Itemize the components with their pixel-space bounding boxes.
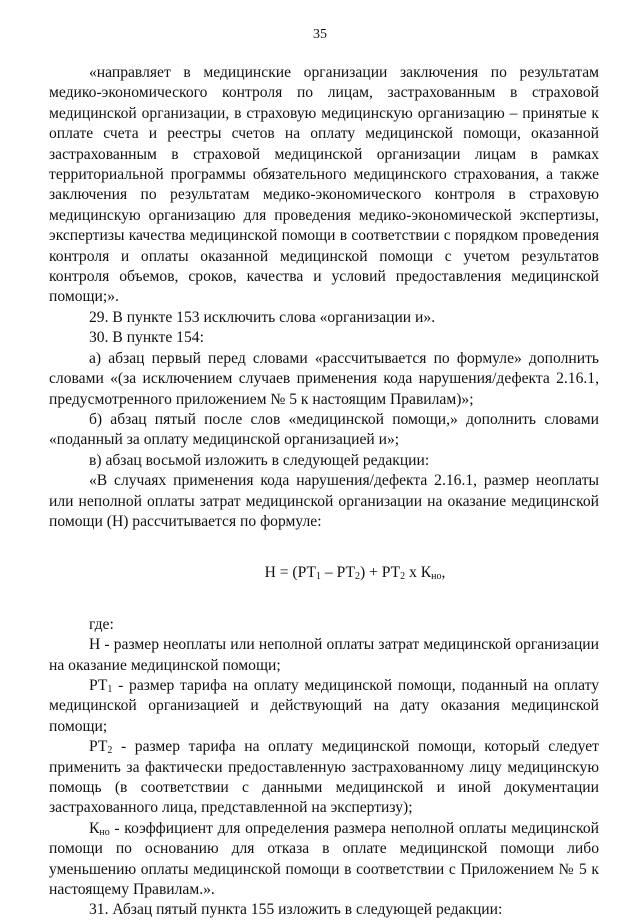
formula-plus: ) + РТ (359, 564, 401, 582)
symbol-sub: но (99, 826, 110, 838)
definition-rt1 (49, 676, 599, 737)
paragraph-new-wording: «В случаях применения кода нарушения/дефекта 2.16.1, размер неоплаты или неполной оплаты затрат медицинской организации на оказание медицинской помощи (Н) рассчитывается по формуле: (49, 472, 599, 530)
document-body (49, 63, 599, 921)
paragraph-item-31: 31. Абзац пятый пункта 155 изложить в следующей редакции: (89, 901, 503, 919)
formula-sub-4: но (431, 571, 442, 583)
symbol-sub: 1 (107, 683, 113, 695)
paragraph-subitem-b: б) абзац пятый после слов «медицинской помощи,» дополнить словами «поданный за оплату медицинской организацией и»; (49, 410, 599, 449)
formula-minus: – РТ (321, 564, 355, 582)
paragraph-item-29: 29. В пункте 153 исключить слова «организации и». (89, 308, 436, 326)
formula-sub-1: 1 (316, 571, 321, 583)
definition-n: Н - размер неоплаты или неполной оплаты затрат медицинской организации на оказание медицинской помощи; (49, 636, 599, 674)
paragraph-where: где: (89, 615, 114, 633)
paragraph-subitem-a: а) абзац первый перед словами «рассчитывается по формуле» дополнить словами «(за исключением случаев применения кода нарушения/дефекта 2.16.1, предусмотренного приложением № 5 к настоящим Правилам)»; (49, 349, 599, 408)
formula-end: , (441, 564, 446, 582)
symbol-rt: РТ (89, 676, 108, 694)
definition-text: - размер тарифа на оплату медицинской помощи, который следует применить за фактически предоставленную застрахованному лицу медицинскую помощь (в соответствии с данными медицинской и иной документации застрахованного лица, представленной на экспертизу); (49, 738, 599, 817)
formula-lhs: Н = (РТ (264, 564, 316, 582)
formula (111, 563, 599, 583)
definition-kno (49, 819, 599, 901)
definition-text: - размер тарифа на оплату медицинской помощи, поданный на оплату медицинской организацией и действующий на дату оказания медицинской помощи; (49, 676, 599, 735)
paragraph-quote-directive: «направляет в медицинские организации заключения по результатам медико-экономического контроля по лицам, застрахованным в страховой медицинской организации, в страховую медицинскую организацию – принятые к оплате счета и реестры счетов на оплату медицинской помощи, оказанной застрахованным в страховой медицинской организации лицам в рамках территориальной программы обязательного медицинского страхования, а также заключения по результатам медико-экономического контроля в страховую медицинскую организацию для проведения медико-экономической экспертизы, экспертизы качества медицинской помощи в соответствии с порядком проведения контроля и оплаты оказанной медицинской помощи с учетом результатов контроля объемов, сроков, качества и условий предоставления медицинской помощи;». (49, 64, 599, 306)
symbol-sub: 2 (107, 745, 113, 757)
formula-times: x К (405, 564, 432, 582)
definition-rt2 (49, 737, 599, 819)
definition-text: - коэффициент для определения размера неполной оплаты медицинской помощи по основанию для отказа в оплате медицинской помощи либо уменьшению оплаты медицинской помощи в соответствии с Приложением № 5 к настоящему Правилам.». (49, 819, 599, 899)
formula-sub-3: 2 (400, 571, 406, 583)
paragraph-item-30: 30. В пункте 154: (89, 329, 204, 347)
page-number: 35 (313, 27, 327, 42)
paragraph-subitem-v: в) абзац восьмой изложить в следующей редакции: (89, 451, 430, 469)
symbol-rt: РТ (89, 738, 108, 756)
symbol-k: К (89, 819, 100, 837)
formula-sub-2: 2 (354, 571, 360, 583)
